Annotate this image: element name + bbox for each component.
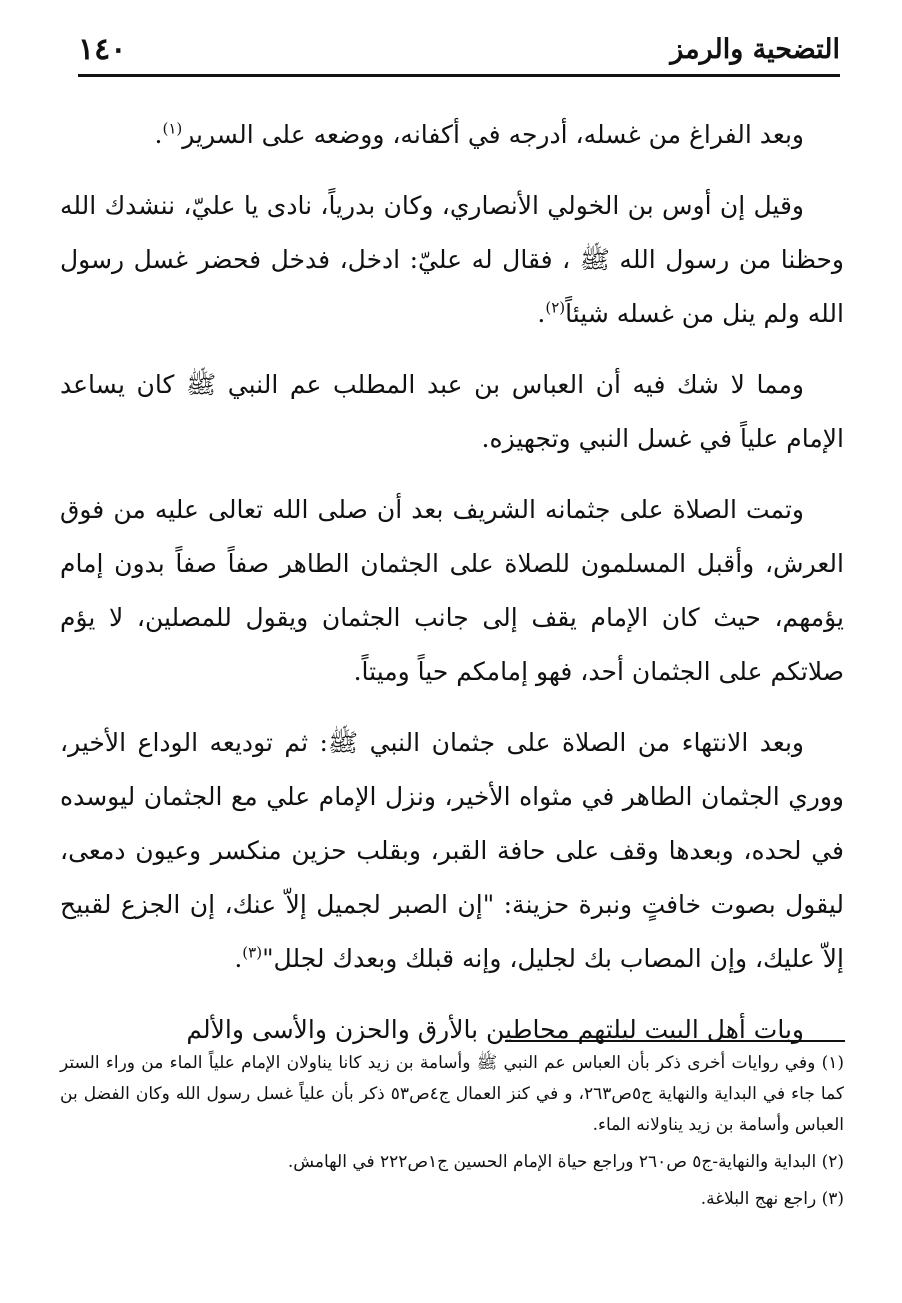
footnotes xyxy=(60,1048,844,1221)
paragraph: وتمت الصلاة على جثمانه الشريف بعد أن صلى الله تعالى عليه من فوق العرش، وأقبل المسلمون للصلاة على الجثمان الطاهر صفاً صفاً بدون إمام يؤمهم، حيث كان الإمام يقف إلى جانب الجثمان ويقول للمصلين، لا يؤم صلاتكم على الجثمان أحد، فهو إمامكم حياً وميتاً. xyxy=(60,495,844,686)
footnote: (١) وفي روايات أخرى ذكر بأن العباس عم النبي ﷺ وأسامة بن زيد كانا يناولان الإمام علياً الماء من وراء الستر كما جاء في البداية والنهاية ج٥ص٢٦٣، و في كنز العمال ج٤ص٥٣ ذكر بأن علياً غسل رسول الله وكان الفضل بن العباس وأسامة بن زيد يناولانه الماء. xyxy=(60,1053,844,1135)
footnote: (٢) البداية والنهاية-ج٥ ص٢٦٠ وراجع حياة الإمام الحسين ج١ص٢٢٢ في الهامش. xyxy=(287,1152,844,1172)
footnote-ref: (١) xyxy=(162,119,183,138)
footnote: (٣) راجع نهج البلاغة. xyxy=(700,1189,844,1209)
page-number: ١٤٠ xyxy=(78,31,127,67)
paragraph: وبات أهل البيت ليلتهم محاطين بالأرق والحزن والأسى والألم xyxy=(186,1015,804,1044)
paragraph: ومما لا شك فيه أن العباس بن عبد المطلب عم النبي ﷺ كان يساعد الإمام علياً في غسل النبي وتجهيزه. xyxy=(60,370,844,453)
footnote-divider xyxy=(505,1040,845,1042)
footnote-ref: (٣) xyxy=(242,943,263,962)
paragraph: وقيل إن أوس بن الخولي الأنصاري، وكان بدرياً، نادى يا عليّ، ننشدك الله وحظنا من رسول الله ﷺ ، فقال له عليّ: ادخل، فدخل فحضر غسل رسول الله ولم ينل من غسله شيئاً$^{(٢)}$. xyxy=(60,191,844,328)
running-title: التضحية والرمز xyxy=(670,33,840,65)
body-text xyxy=(60,108,844,1074)
paragraph: وبعد الفراغ من غسله، أدرجه في أكفانه، ووضعه على السرير$^{(١)}$. xyxy=(154,119,804,149)
paragraph: وبعد الانتهاء من الصلاة على جثمان النبي ﷺ: ثم توديعه الوداع الأخير، ووري الجثمان الطاهر في مثواه الأخير، ونزل الإمام علي مع الجثمان ليوسده في لحده، وبعدها وقف على حافة القبر، وبقلب حزين منكسر وعيون دمعى، ليقول بصوت خافتٍ ونبرة حزينة: "إن الصبر لجميل إلاّ عنك، إن الجزع لقبيح إلاّ عليك، وإن المصاب بك لجليل، وإنه قبلك وبعدك لجلل"$^{(٣)}$. xyxy=(60,728,844,973)
footnote-ref: (٢) xyxy=(545,298,566,317)
page-header xyxy=(78,24,840,77)
